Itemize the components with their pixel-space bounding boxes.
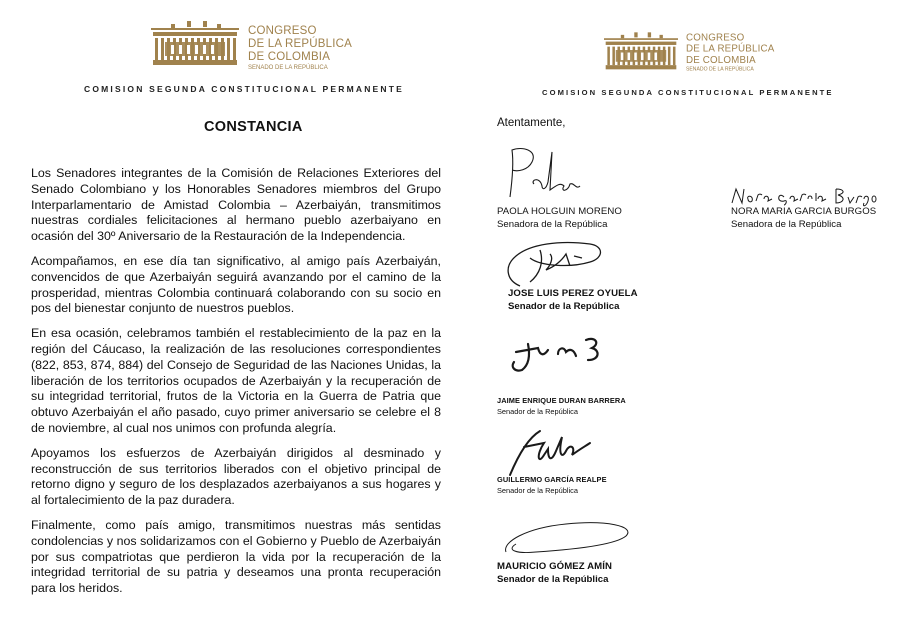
signer-role-paola: Senadora de la República [497,219,608,230]
document-body [31,166,441,606]
signer-name-mauricio: MAURICIO GÓMEZ AMÍN [497,561,613,572]
signer-role-nora: Senadora de la República [731,219,842,230]
signer-name-jose-luis: JOSE LUIS PEREZ OYUELA [508,288,638,299]
congress-logo-text-left [248,25,352,73]
capitol-building-icon [604,28,678,72]
logo-line-2: DE LA REPÚBLICA [248,38,352,50]
document-title: CONSTANCIA [204,119,303,135]
paragraph-2: Acompañamos, en ese día tan significativo, al amigo país Azerbaiyán, convencidos de que Azerbaiyán seguirá avanzando por el camino de la prosperidad, mientras Colombia continuará colaborando con su socio en pos del bienestar conjunto de nuestros pueblos. [31,253,441,316]
signature-mauricio-gomez [496,512,646,562]
signer-role-mauricio: Senador de la República [497,574,609,585]
signer-name-paola: PAOLA HOLGUIN MORENO [497,206,622,217]
commission-heading-left: COMISION SEGUNDA CONSTITUCIONAL PERMANENTE [84,84,405,94]
paragraph-5: Finalmente, como país amigo, transmitimos nuestras más sentidas condolencias y nos solidarizamos con el Gobierno y Pueblo de Azerbaiyán por sus compatriotas que perdieron la vida por la recuperación de la integridad territorial de su patria y deseamos una pronta recuperación para los heridos. [31,517,441,596]
signer-name-jaime: JAIME ENRIQUE DURAN BARRERA [497,396,626,405]
logo-line-4: SENADO DE LA REPÚBLICA [248,65,328,71]
logo-line-3: DE COLOMBIA [686,55,756,66]
signer-name-nora: NORA MARIA GARCIA BURGOS [731,206,877,217]
paragraph-3: En esa ocasión, celebramos también el restablecimiento de la paz en la región del Cáucaso, la realización de las resoluciones correspondientes (822, 853, 874, 884) del Consejo de Seguridad de las Naciones Unidas, la liberación de los territorios ocupados de Azerbaiyán y la recuperación de su integridad territorial, frutos de la Victoria en la Guerra de Patria que obtuvo Azerbaiyán el año pasado, cuyo primer aniversario se celebre el 8 de noviembre, al cual nos unimos con profunda alegría. [31,326,441,435]
signer-role-guillermo: Senador de la República [497,486,578,495]
signer-name-guillermo: GUILLERMO GARCÍA REALPE [497,475,607,484]
paragraph-4: Apoyamos los esfuerzos de Azerbaiyán dirigidos al desminado y reconstrucción de sus territorios liberados con el objetivo principal de retorno digno y seguro de los desplazados azerbaiyanos a sus hogares y al fortalecimiento de la paz duradera. [31,445,441,508]
logo-line-2: DE LA REPÚBLICA [686,44,775,55]
signature-jaime-duran [500,330,610,376]
logo-line-3: DE COLOMBIA [248,51,331,63]
signature-guillermo-garcia [500,425,600,481]
signature-jose-luis-perez [500,236,610,292]
capitol-building-icon [151,18,239,66]
signature-paola-holguin [500,142,590,204]
congress-logo-text-right [686,33,774,74]
congress-logo-left [151,18,239,66]
logo-line-1: CONGRESO [248,25,317,37]
congress-logo-right [604,28,678,72]
closing-salutation: Atentamente, [497,117,566,129]
paragraph-1: Los Senadores integrantes de la Comisión de Relaciones Exteriores del Senado Colombiano y los Honorables Senadores miembros del Grupo Interparlamentario de Amistad Colombia – Azerbaiyán, transmitimos nuestras cordiales felicitaciones al hermano pueblo azerbaiyano en ocasión del 30º Aniversario de la Restauración de la Independencia. [31,166,441,244]
signer-role-jose-luis: Senador de la República [508,301,620,312]
signer-role-jaime: Senador de la República [497,407,578,416]
commission-heading-right: COMISION SEGUNDA CONSTITUCIONAL PERMANENTE [542,88,834,97]
logo-line-4: SENADO DE LA REPÚBLICA [686,67,754,73]
logo-line-1: CONGRESO [686,33,745,44]
